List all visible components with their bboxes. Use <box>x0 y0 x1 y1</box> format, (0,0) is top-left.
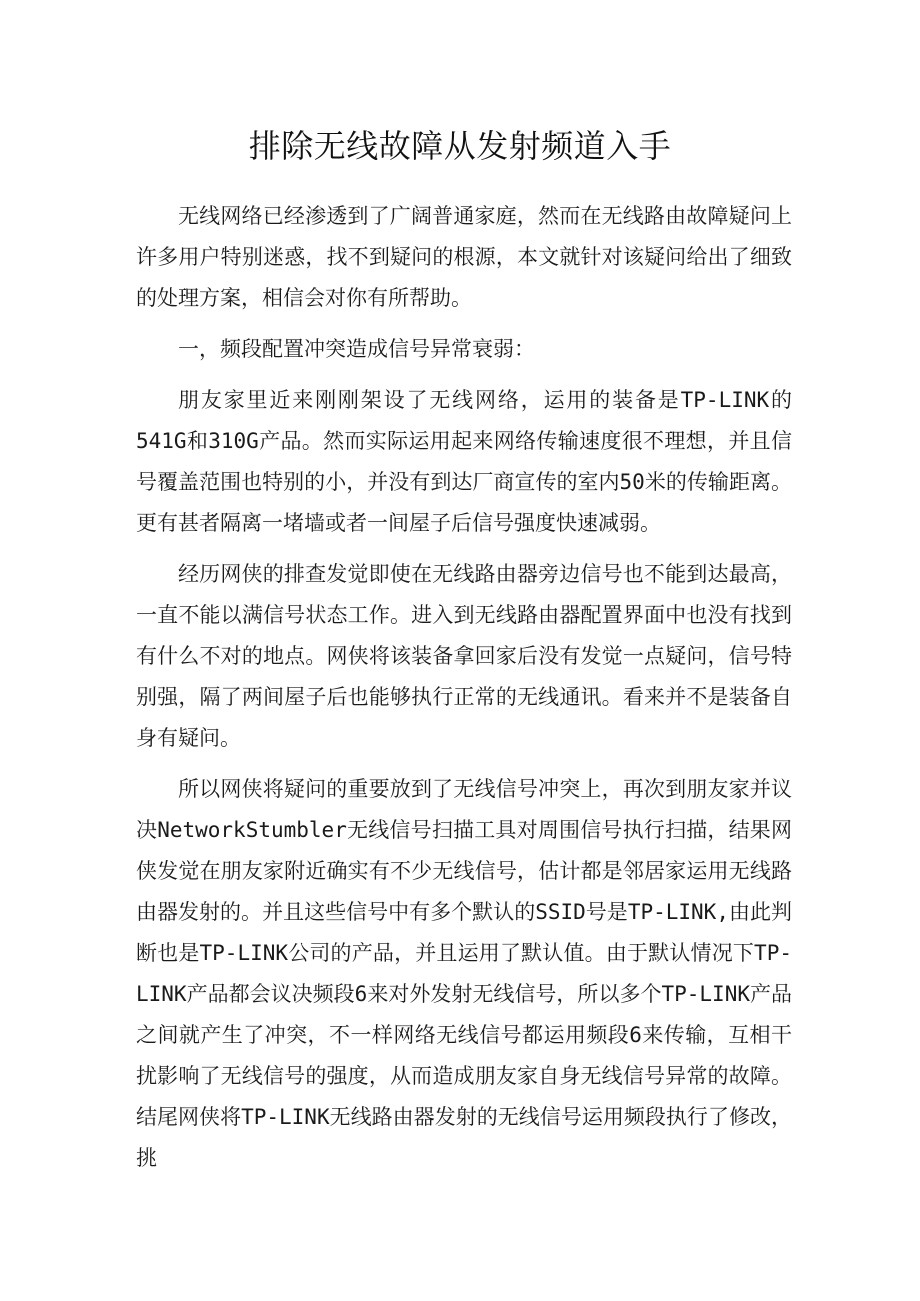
paragraph: 经历网侠的排查发觉即使在无线路由器旁边信号也不能到达最高，一直不能以满信号状态工作。进入到无线路由器配置界面中也没有找到有什么不对的地点。网侠将该装备拿回家后没有发觉一点疑问，信号特别强，隔了两间屋子后也能够执行正常的无线通讯。看来并不是装备自身有疑问。 <box>136 562 792 750</box>
paragraph: 所以网侠将疑问的重要放到了无线信号冲突上，再次到朋友家并议决NetworkStumbler无线信号扫描工具对周围信号执行扫描，结果网侠发觉在朋友家附近确实有不少无线信号，估计都是邻居家运用无线路由器发射的。并且这些信号中有多个默认的SSID号是TP-LINK,由此判断也是TP-LINK公司的产品，并且运用了默认值。由于默认情况下TP-LINK产品都会议决频段6来对外发射无线信号，所以多个TP-LINK产品之间就产生了冲突，不一样网络无线信号都运用频段6来传输，互相干扰影响了无线信号的强度，从而造成朋友家自身无线信号异常的故障。结尾网侠将TP-LINK无线路由器发射的无线信号运用频段执行了修改，挑 <box>136 777 792 1170</box>
document-body <box>136 196 792 1189</box>
paragraph: 朋友家里近来刚刚架设了无线网络，运用的装备是TP-LINK的541G和310G产品。然而实际运用起来网络传输速度很不理想，并且信号覆盖范围也特别的小，并没有到达厂商宣传的室内50米的传输距离。更有甚者隔离一堵墙或者一间屋子后信号强度快速减弱。 <box>136 388 792 535</box>
document-title: 排除无线故障从发射频道入手 <box>248 127 672 165</box>
paragraph-intro: 无线网络已经渗透到了广阔普通家庭，然而在无线路由故障疑问上许多用户特别迷惑，找不到疑问的根源，本文就针对该疑问给出了细致的处理方案，相信会对你有所帮助。 <box>136 204 792 310</box>
section-heading: 一，频段配置冲突造成信号异常衰弱： <box>178 337 535 361</box>
